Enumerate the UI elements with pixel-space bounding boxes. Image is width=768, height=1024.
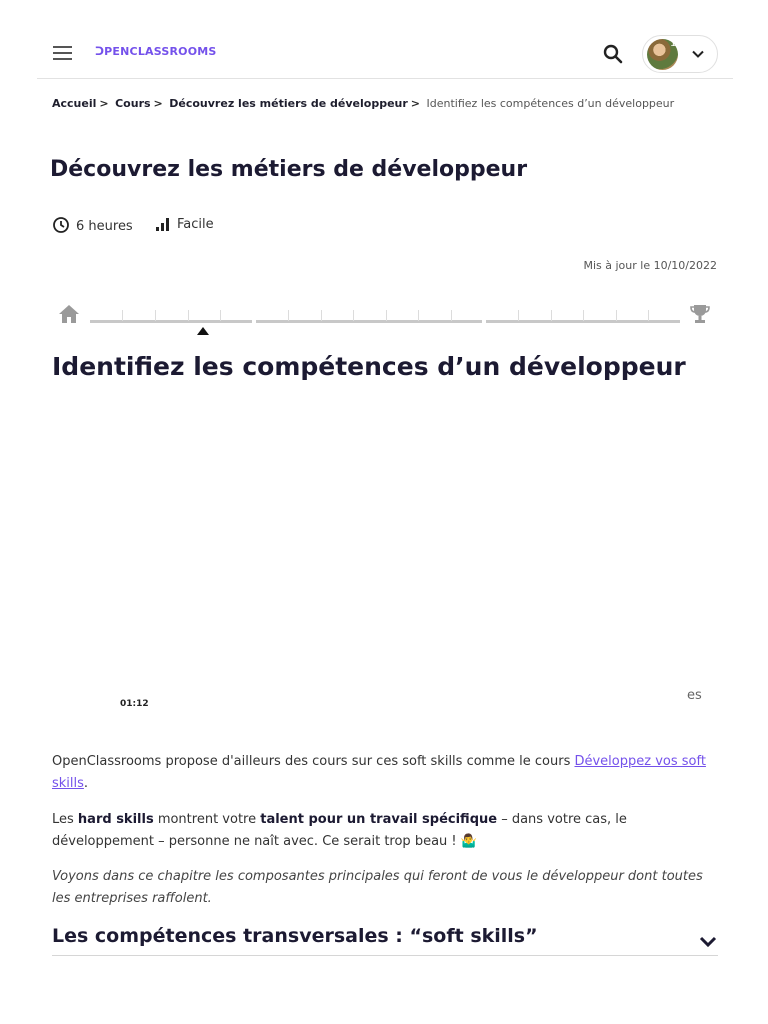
- paragraph-end: .: [83, 776, 89, 791]
- breadcrumb-separator: >: [410, 97, 421, 110]
- openclassrooms-logo[interactable]: ᑐPENCLASSROOMS: [95, 45, 217, 58]
- bold-hard-skills: hard skills: [77, 812, 154, 827]
- notification-badge: 1: [670, 38, 677, 49]
- section-soft-skills-header[interactable]: [52, 925, 718, 956]
- chapter-tick[interactable]: [616, 310, 617, 321]
- paragraph-text: Les: [52, 812, 78, 827]
- home-icon[interactable]: [57, 303, 81, 325]
- chapter-tick[interactable]: [583, 310, 584, 321]
- chapter-tick[interactable]: [386, 310, 387, 321]
- breadcrumb-current: Identifiez les compétences d’un développeur: [426, 97, 675, 110]
- chapter-tick[interactable]: [418, 310, 419, 321]
- soft-skills-course-link[interactable]: Développez vos soft skills: [52, 754, 706, 791]
- duration-label: 6 heures: [76, 219, 133, 234]
- paragraph-text: OpenClassrooms propose d'ailleurs des cours sur ces soft skills comme le cours: [52, 754, 575, 769]
- section-title: Les compétences transversales : “soft skills”: [52, 925, 538, 947]
- course-level: [155, 216, 214, 232]
- search-icon[interactable]: [602, 43, 624, 65]
- chapter-title: Identifiez les compétences d’un développeur: [52, 352, 686, 381]
- chapter-tick[interactable]: [155, 310, 156, 321]
- chapter-tick[interactable]: [451, 310, 452, 321]
- paragraph-soft-skills-courses: [52, 751, 718, 795]
- chapter-tick[interactable]: [288, 310, 289, 321]
- breadcrumb-separator: >: [99, 97, 109, 110]
- video-caption-fragment: es: [687, 688, 702, 703]
- chapter-tick[interactable]: [122, 310, 123, 321]
- breadcrumb: [52, 97, 674, 110]
- course-title: Découvrez les métiers de développeur: [50, 157, 528, 182]
- progress-track-part2: [256, 320, 482, 323]
- chapter-tick[interactable]: [220, 310, 221, 321]
- chapter-tick[interactable]: [353, 310, 354, 321]
- paragraph-text: montrent votre: [153, 812, 261, 827]
- chapter-tick[interactable]: [188, 310, 189, 321]
- paragraph-hard-skills: [52, 809, 718, 853]
- trophy-icon[interactable]: [689, 303, 711, 325]
- user-menu-button[interactable]: [642, 35, 718, 73]
- video-timestamp: 01:12: [120, 699, 149, 709]
- level-label: Facile: [177, 217, 214, 232]
- top-header: [37, 0, 733, 79]
- current-chapter-marker: [197, 327, 209, 335]
- paragraph-chapter-intro: Voyons dans ce chapitre les composantes principales qui feront de vous le développeur dont toutes les entreprises raffolent.: [52, 869, 703, 906]
- breadcrumb-courses[interactable]: Cours: [115, 97, 151, 110]
- course-duration: [52, 216, 133, 234]
- clock-icon: [52, 216, 70, 234]
- paragraph-text: – dans votre cas, le développement – personne ne naît avec. Ce serait trop beau ! 🤷‍♂️: [52, 812, 627, 849]
- chevron-down-icon: [691, 47, 705, 61]
- bold-talent: talent pour un travail spécifique: [260, 812, 498, 827]
- updated-date: Mis à jour le 10/10/2022: [583, 259, 717, 272]
- breadcrumb-home[interactable]: Accueil: [52, 97, 97, 110]
- breadcrumb-course[interactable]: Découvrez les métiers de développeur: [169, 97, 408, 110]
- chapter-tick[interactable]: [518, 310, 519, 321]
- menu-icon[interactable]: [53, 46, 72, 60]
- chevron-down-icon[interactable]: [698, 931, 718, 951]
- breadcrumb-separator: >: [153, 97, 163, 110]
- video-player[interactable]: [52, 395, 718, 745]
- chapter-tick[interactable]: [648, 310, 649, 321]
- difficulty-bars-icon: [155, 216, 171, 232]
- progress-track-part1: [90, 320, 252, 323]
- chapter-tick[interactable]: [551, 310, 552, 321]
- chapter-tick[interactable]: [321, 310, 322, 321]
